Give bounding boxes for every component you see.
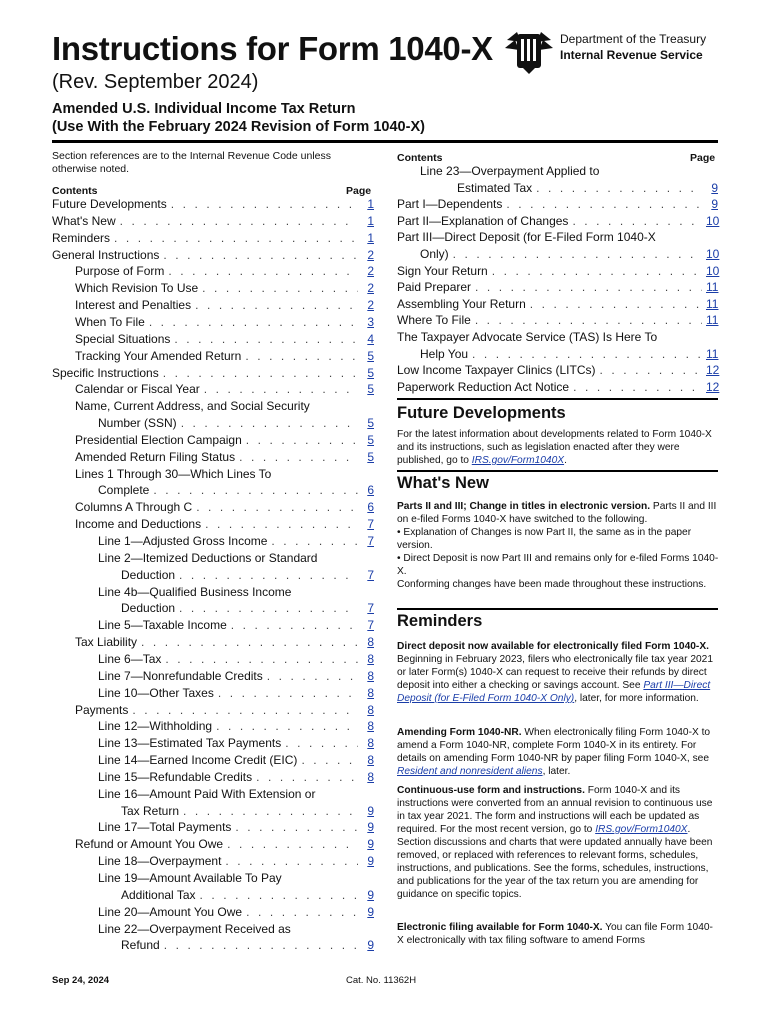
toc-leader-dots [225,853,358,870]
toc-leader-dots [165,651,358,668]
form-revision-note: (Use With the February 2024 Revision of Form 1040-X) [52,119,425,135]
toc-page-link[interactable]: 5 [367,382,374,397]
toc-page-link[interactable]: 9 [367,938,374,953]
toc-leader-dots [174,331,358,348]
toc-leader-dots [235,819,358,836]
toc-entry-label: Columns A Through C [75,500,193,515]
department-name: Department of the Treasury [560,32,707,46]
toc-leader-dots [245,348,358,365]
toc-entry[interactable] [98,853,374,870]
toc-leader-dots [164,937,358,954]
toc-page-link[interactable]: 8 [367,651,374,666]
toc-entry-label: Paperwork Reduction Act Notice [397,379,570,394]
agency-name: Internal Revenue Service [560,48,703,62]
toc-entry[interactable] [98,786,374,803]
toc-entry[interactable] [98,685,374,702]
toc-entry-label: Line 23—Overpayment Applied to [420,164,600,178]
toc-page-link[interactable]: 11 [706,346,719,361]
toc-entry-label: Additional Tax [121,887,196,902]
toc-entry[interactable] [397,229,718,246]
toc-entry-label: Line 2—Itemized Deductions or Standard [98,550,318,565]
toc-entry[interactable] [98,718,374,735]
toc-page-link[interactable]: 11 [706,280,719,295]
toc-entry-label: Number (SSN) [98,416,177,431]
toc-entry[interactable] [397,196,718,213]
toc-page-link[interactable]: 5 [367,348,374,363]
toc-leader-dots [301,752,358,769]
toc-entry[interactable] [75,466,374,483]
toc-entry[interactable] [98,584,374,601]
toc-entry-label: Part III—Direct Deposit (for E-Filed Form 1040-X [397,230,656,245]
toc-entry[interactable] [98,533,374,550]
whats-new-bullet-1: Explanation of Changes is now Part II, the same as in the paper version. [397,527,692,551]
reminder-2-lead: Amending Form 1040-NR. [397,727,522,738]
toc-page-link[interactable]: 6 [367,500,374,515]
toc-entry[interactable] [420,246,718,263]
toc-contents-heading-right: Contents [397,152,443,164]
toc-entry[interactable] [52,213,374,230]
toc-entry[interactable] [98,668,374,685]
future-end: . [564,455,567,466]
toc-entry-label: Payments [75,702,129,717]
toc-page-link[interactable]: 9 [367,803,374,818]
toc-entry[interactable] [98,617,374,634]
toc-entry-label: Presidential Election Campaign [75,432,242,447]
toc-leader-dots [163,247,358,264]
reminder-1-lead: Direct deposit now available for electronically filed Form 1040-X. [397,641,709,652]
whats-new-heading: What's New [397,474,489,492]
toc-entry-label: Which Revision To Use [75,281,199,296]
toc-entry-label: Line 12—Withholding [98,719,213,734]
toc-leader-dots [239,449,358,466]
toc-entry-label: Refund [121,938,160,953]
toc-leader-dots [179,567,358,584]
toc-leader-dots [205,516,358,533]
toc-entry-label: Line 10—Other Taxes [98,685,214,700]
reminder-amending-1040nr [397,726,719,778]
toc-leader-dots [506,196,702,213]
toc-entry-label: Line 15—Refundable Credits [98,769,253,784]
section-rule [397,608,718,610]
toc-entry[interactable] [75,263,374,280]
toc-entry-label: Line 14—Earned Income Credit (EIC) [98,753,298,768]
toc-entry[interactable] [121,937,374,954]
toc-entry[interactable] [98,651,374,668]
toc-leader-dots [200,887,359,904]
toc-entry-label: Part II—Explanation of Changes [397,213,569,228]
toc-page-link[interactable]: 5 [367,365,374,380]
toc-leader-dots [271,533,358,550]
toc-page-link[interactable]: 9 [367,820,374,835]
section-rule [397,398,718,400]
reminder-direct-deposit [397,640,719,705]
toc-page-link[interactable]: 9 [711,180,718,195]
toc-page-link[interactable]: 8 [367,753,374,768]
reminders-heading: Reminders [397,612,483,630]
toc-page-link[interactable]: 9 [367,904,374,919]
toc-page-link[interactable]: 11 [706,313,719,328]
toc-entry-label: Specific Instructions [52,365,159,380]
toc-page-link[interactable]: 4 [367,331,374,346]
toc-leader-dots [453,246,702,263]
bullet-icon: • [397,553,401,564]
toc-entry[interactable] [98,482,374,499]
toc-entry[interactable] [75,449,374,466]
toc-leader-dots [120,213,358,230]
toc-leader-dots [218,685,358,702]
form1040x-link-2[interactable]: IRS.gov/Form1040X [595,824,688,835]
irs-eagle-logo-icon [503,26,555,76]
catalog-number: Cat. No. 11362H [346,975,417,986]
toc-page-link[interactable]: 9 [367,854,374,869]
toc-entry[interactable] [52,247,374,264]
reminder-electronic-filing [397,921,719,947]
toc-leader-dots [171,196,358,213]
section-reference-note: Section references are to the Internal Revenue Code unless otherwise noted. [52,150,332,175]
toc-leader-dots [179,600,358,617]
reminder-3-end: . Section discussions and charts that were updated annually have been removed, or replaced with references to relevant forms, schedules, instructions, and publications. See the forms, schedules, instructions, and publications for the year of the tax return you are amending for guidance on specific topics. [397,824,713,900]
toc-entry[interactable] [75,432,374,449]
toc-leader-dots [536,180,702,197]
toc-page-link[interactable]: 10 [706,213,720,228]
toc-entry-label: Line 4b—Qualified Business Income [98,584,292,599]
toc-entry-label: Interest and Penalties [75,298,192,313]
reminder-3-lead: Continuous-use form and instructions. [397,785,585,796]
toc-entry-label: Assembling Your Return [397,296,526,311]
toc-leader-dots [114,230,358,247]
toc-page-link[interactable]: 7 [367,618,374,633]
toc-entry-label: Line 1—Adjusted Gross Income [98,534,268,548]
toc-entry-label: Refund or Amount You Owe [75,837,224,852]
resident-nonresident-aliens-link[interactable]: Resident and nonresident aliens [397,766,543,777]
toc-page-link[interactable]: 7 [367,601,374,616]
reminder-4-text: You can file Form 1040-X electronically with tax filing software to amend Forms [397,922,713,946]
toc-entry[interactable] [52,365,374,382]
toc-entry-label: Complete [98,483,150,498]
toc-entry-label: Purpose of Form [75,264,165,279]
toc-entry-label: Name, Current Address, and Social Security [75,399,310,414]
toc-entry[interactable] [98,870,374,887]
toc-entry-label: Reminders [52,230,111,245]
toc-leader-dots [149,314,358,331]
whats-new-lead: Parts II and III; Change in titles in electronic version. [397,501,651,512]
toc-entry[interactable] [397,263,718,280]
future-developments-heading: Future Developments [397,404,566,422]
toc-entry[interactable] [457,180,718,197]
toc-leader-dots [492,263,702,280]
toc-leader-dots [141,634,358,651]
toc-leader-dots [530,296,702,313]
toc-page-link[interactable]: 9 [711,197,718,212]
toc-entry-label: Only) [420,247,449,261]
toc-leader-dots [256,769,358,786]
toc-entry[interactable] [75,499,374,516]
toc-entry[interactable] [121,567,374,584]
toc-entry-label: Lines 1 Through 30—Which Lines To [75,466,272,481]
toc-leader-dots [227,836,358,853]
whats-new-lead-text: Parts II and III on e-filed Forms 1040-X have switched to the following. [397,501,717,525]
toc-leader-dots [246,432,358,449]
toc-page-link[interactable]: 3 [367,314,374,329]
toc-entry-label: Tax Liability [75,635,138,650]
toc-entry[interactable] [420,346,718,363]
toc-page-link[interactable]: 5 [367,432,374,447]
toc-entry[interactable] [75,280,374,297]
toc-entry-label: Where To File [397,313,471,328]
toc-page-link[interactable]: 7 [367,567,374,582]
toc-leader-dots [246,904,358,921]
toc-page-link[interactable]: 8 [367,719,374,734]
toc-entry-label: Estimated Tax [457,180,533,195]
toc-entry[interactable] [75,516,374,533]
toc-entry-label: Line 18—Overpayment [98,854,222,869]
toc-page-link[interactable]: 9 [367,837,374,852]
toc-entry[interactable] [75,634,374,651]
toc-page-link[interactable]: 1 [367,230,374,245]
toc-entry-label: General Instructions [52,247,160,262]
toc-entry-label: Line 7—Nonrefundable Credits [98,668,263,683]
toc-page-link[interactable]: 1 [367,213,374,228]
toc-entry[interactable] [397,312,718,329]
toc-entry[interactable] [98,752,374,769]
toc-page-link[interactable]: 11 [706,296,719,311]
toc-entry-label: The Taxpayer Advocate Service (TAS) Is Here To [397,330,658,344]
toc-leader-dots [572,213,702,230]
toc-leader-dots [196,499,358,516]
toc-entry-label: What's New [52,213,116,228]
toc-entry[interactable] [52,230,374,247]
toc-entry-label: Line 13—Estimated Tax Payments [98,736,282,751]
toc-page-link[interactable]: 1 [367,197,374,211]
toc-leader-dots [600,362,702,379]
future-developments-text [397,428,719,467]
toc-page-link[interactable]: 7 [367,517,374,532]
toc-entry-label: Line 20—Amount You Owe [98,904,243,919]
toc-entry-label: Deduction [121,567,176,582]
whats-new-bullet-2: Direct Deposit is now Part III and remains only for e-filed Forms 1040-X. [397,553,719,577]
toc-entry-label: Special Situations [75,331,171,346]
form-subtitle: Amended U.S. Individual Income Tax Return [52,101,356,117]
toc-page-link[interactable]: 9 [367,887,374,902]
toc-page-link[interactable]: 5 [367,416,374,431]
toc-leader-dots [183,803,358,820]
toc-page-heading-right: Page [690,152,716,164]
toc-entry-label: Low Income Taxpayer Clinics (LITCs) [397,363,596,378]
toc-entry[interactable] [75,331,374,348]
toc-leader-dots [204,381,358,398]
toc-entry[interactable] [98,415,374,432]
toc-entry[interactable] [75,348,374,365]
toc-entry-label: Line 22—Overpayment Received as [98,921,291,936]
toc-entry[interactable] [75,314,374,331]
toc-leader-dots [472,346,702,363]
toc-leader-dots [475,312,702,329]
toc-leader-dots [168,263,358,280]
toc-entry[interactable] [121,600,374,617]
toc-leader-dots [181,415,358,432]
toc-entry[interactable] [75,297,374,314]
part-iii-direct-deposit-link[interactable]: Part III—Direct Deposit (for E-Filed Form 1040-X Only) [397,680,711,704]
toc-page-link[interactable]: 8 [367,702,374,717]
toc-leader-dots [475,279,702,296]
reminder-4-lead: Electronic filing available for Form 1040-X. [397,922,603,933]
toc-entry[interactable] [98,819,374,836]
toc-entry[interactable] [98,921,374,938]
toc-page-link[interactable]: 10 [706,247,720,261]
toc-page-link[interactable]: 8 [367,769,374,784]
form1040x-link[interactable]: IRS.gov/Form1040X [471,455,565,466]
toc-entry[interactable] [121,887,374,904]
section-rule [397,470,718,472]
toc-entry[interactable] [52,196,374,213]
toc-page-link[interactable]: 12 [706,363,720,378]
document-title: Instructions for Form 1040-X [52,30,493,67]
toc-leader-dots [153,482,358,499]
toc-entry-label: Line 19—Amount Available To Pay [98,871,282,885]
toc-page-link[interactable]: 2 [367,298,374,313]
toc-page-link[interactable]: 8 [367,668,374,683]
header-rule [52,140,718,143]
toc-leader-dots [573,379,702,396]
toc-leader-dots [216,718,358,735]
reminder-3-text: Form 1040-X and its instructions were converted from an annual revision to continuous use in tax year 2021. The form and instructions will each be updated as required. For the most recent version, go to [397,785,713,835]
toc-entry-label: Line 16—Amount Paid With Extension or [98,786,316,801]
toc-entry[interactable] [121,803,374,820]
toc-entry[interactable] [397,279,718,296]
toc-leader-dots [285,735,358,752]
toc-entry[interactable] [75,836,374,853]
whats-new-text [397,500,719,591]
toc-entry[interactable] [397,329,718,346]
toc-page-link[interactable]: 2 [367,264,374,279]
toc-leader-dots [231,617,358,634]
toc-entry-label: Amended Return Filing Status [75,449,236,464]
toc-leader-dots [132,702,358,719]
toc-entry-label: Sign Your Return [397,263,488,278]
toc-entry-label: Help You [420,346,469,361]
toc-entry-label: Future Developments [52,197,167,211]
toc-entry-label: Line 5—Taxable Income [98,618,227,633]
toc-entry-label: Paid Preparer [397,280,472,295]
reminder-continuous-use [397,784,719,901]
toc-page-link[interactable]: 8 [367,685,374,700]
toc-leader-dots [202,280,358,297]
toc-page-link[interactable]: 2 [367,247,374,262]
toc-entry-label: Line 17—Total Payments [98,820,232,835]
toc-entry[interactable] [98,735,374,752]
toc-page-link[interactable]: 8 [367,635,374,650]
future-text: For the latest information about developments related to Form 1040-X and its instructions, such as legislation enacted after they were published, go to [397,429,712,466]
toc-entry-label: Tax Return [121,803,180,818]
toc-page-link[interactable]: 6 [367,483,374,498]
bullet-icon: • [397,527,401,538]
reminder-2-text: When electronically filing Form 1040-X to amend a Form 1040-NR, complete Form 1040-X in its entirety. For details on amending Form 1040-NR by paper filing Form 1040-X, see [397,727,711,764]
toc-entry-label: Calendar or Fiscal Year [75,382,200,397]
footer-date: Sep 24, 2024 [52,975,110,986]
toc-entry-label: When To File [75,314,145,329]
toc-entry[interactable] [98,769,374,786]
toc-entry-label: Tracking Your Amended Return [75,348,242,363]
reminder-1-text: Beginning in February 2023, filers who electronically file tax year 2021 or later Form(s) 1040-X can request to receive their refunds by direct deposit into either a checking or savings account. See [397,654,713,691]
toc-entry[interactable] [420,163,718,180]
revision-date: (Rev. September 2024) [52,71,259,93]
reminder-1-end: , later, for more information. [574,693,699,704]
toc-entry[interactable] [75,381,374,398]
toc-entry[interactable] [98,550,374,567]
toc-contents-heading: Contents [52,185,98,197]
whats-new-closing: Conforming changes have been made throughout these instructions. [397,579,707,590]
toc-leader-dots [267,668,358,685]
toc-entry[interactable] [75,398,374,415]
toc-entry[interactable] [397,362,718,379]
reminder-2-end: , later. [542,766,571,777]
toc-entry[interactable] [397,296,718,313]
toc-leader-dots [195,297,358,314]
toc-entry[interactable] [75,702,374,719]
toc-page-link[interactable]: 12 [706,379,720,394]
toc-entry-label: Part I—Dependents [397,197,503,212]
toc-page-link[interactable]: 7 [367,534,374,548]
toc-page-heading: Page [346,185,372,197]
toc-entry[interactable] [98,904,374,921]
toc-leader-dots [163,365,358,382]
toc-entry-label: Line 6—Tax [98,651,162,666]
toc-entry-label: Deduction [121,601,176,616]
toc-page-link[interactable]: 10 [706,263,720,278]
toc-entry[interactable] [397,379,718,396]
toc-page-link[interactable]: 8 [367,736,374,751]
toc-entry-label: Income and Deductions [75,517,202,532]
toc-page-link[interactable]: 2 [367,281,374,296]
toc-page-link[interactable]: 5 [367,449,374,464]
toc-entry[interactable] [397,213,718,230]
